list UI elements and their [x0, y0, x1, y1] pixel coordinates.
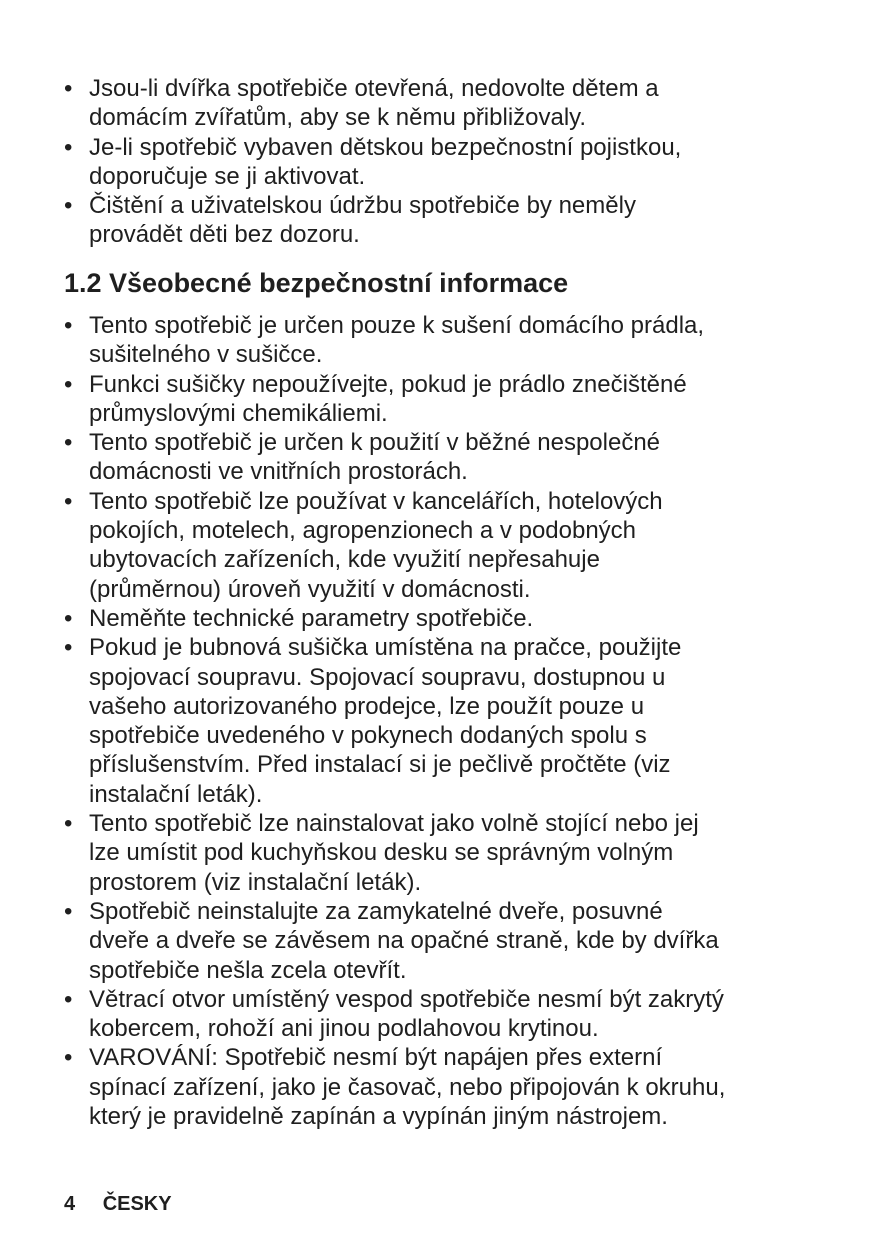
- bullet-item: [64, 633, 854, 809]
- bullet-text-line: domácím zvířatům, aby se k němu přibližovaly.: [89, 104, 587, 132]
- bullet-text-line: sušitelného v sušičce.: [89, 341, 323, 369]
- bullet-text-line: prostorem (viz instalační leták).: [89, 868, 422, 896]
- bullet-text-line: ubytovacích zařízeních, kde využití nepřesahuje: [89, 546, 600, 574]
- bullet-item: [64, 311, 854, 370]
- bullet-text-line: Větrací otvor umístěný vespod spotřebiče nesmí být zakrytý: [89, 985, 724, 1013]
- bullet-text-line: spotřebiče uvedeného v pokynech dodaných spolu s: [89, 722, 647, 750]
- bullet-dot-icon: •: [64, 370, 73, 398]
- bullet-text-line: který je pravidelně zapínán a vypínán jiným nástrojem.: [89, 1103, 668, 1131]
- bullet-dot-icon: •: [64, 75, 73, 102]
- bullet-text-line: Funkci sušičky nepoužívejte, pokud je prádlo znečištěné: [89, 370, 687, 398]
- bullet-text-line: instalační leták).: [89, 780, 263, 808]
- bullet-text-line: příslušenstvím. Před instalací si je pečlivě pročtěte (viz: [89, 751, 671, 779]
- bullet-text-line: spotřebiče nešla zcela otevřít.: [89, 956, 407, 984]
- bullet-text-line: provádět děti bez dozoru.: [89, 221, 360, 249]
- page-footer: [64, 1192, 172, 1216]
- bullet-text-line: Spotřebič neinstalujte za zamykatelné dveře, posuvné: [89, 897, 663, 925]
- bullet-text-line: Neměňte technické parametry spotřebiče.: [89, 604, 534, 632]
- bullet-item: [64, 985, 854, 1044]
- bullet-text-line: Je-li spotřebič vybaven dětskou bezpečnostní pojistkou,: [89, 133, 682, 161]
- bullet-dot-icon: •: [64, 897, 73, 925]
- bullet-item: [64, 809, 854, 897]
- bullet-text-line: vašeho autorizovaného prodejce, lze použít pouze u: [89, 692, 645, 720]
- bullet-text-line: Tento spotřebič je určen k použití v běžné nespolečné: [89, 429, 661, 457]
- bullet-item: [64, 604, 854, 633]
- bullet-text-line: Tento spotřebič lze používat v kancelářích, hotelových: [89, 487, 663, 515]
- general-safety-bullet-list: [64, 311, 854, 1131]
- bullet-text-line: domácnosti ve vnitřních prostorách.: [89, 458, 468, 486]
- intro-bullet-list: [64, 74, 854, 250]
- bullet-item: [64, 74, 854, 133]
- bullet-dot-icon: •: [64, 810, 73, 838]
- bullet-text-line: Čištění a uživatelskou údržbu spotřebiče by neměly: [89, 192, 636, 220]
- bullet-item: [64, 487, 854, 604]
- bullet-item: [64, 133, 854, 192]
- bullet-text-line: Tento spotřebič lze nainstalovat jako volně stojící nebo jej: [89, 810, 699, 838]
- bullet-text-line: spojovací soupravu. Spojovací soupravu, dostupnou u: [89, 663, 666, 691]
- bullet-text-line: Tento spotřebič je určen pouze k sušení domácího prádla,: [89, 312, 705, 339]
- bullet-dot-icon: •: [64, 133, 73, 161]
- bullet-text-line: (průměrnou) úroveň využití v domácnosti.: [89, 575, 531, 603]
- bullet-item: [64, 897, 854, 985]
- bullet-dot-icon: •: [64, 1044, 73, 1072]
- bullet-dot-icon: •: [64, 985, 73, 1013]
- bullet-text-line: kobercem, rohoží ani jinou podlahovou krytinou.: [89, 1015, 599, 1043]
- bullet-dot-icon: •: [64, 634, 73, 662]
- bullet-text-line: lze umístit pod kuchyňskou desku se správným volným: [89, 839, 674, 867]
- bullet-dot-icon: •: [64, 429, 73, 457]
- bullet-dot-icon: •: [64, 604, 73, 632]
- bullet-text-line: pokojích, motelech, agropenzionech a v podobných: [89, 517, 637, 545]
- bullet-item: [64, 1043, 854, 1131]
- bullet-dot-icon: •: [64, 192, 73, 220]
- bullet-text-line: Pokud je bubnová sušička umístěna na pračce, použijte: [89, 634, 682, 662]
- bullet-text-line: dveře a dveře se závěsem na opačné straně, kde by dvířka: [89, 927, 719, 955]
- bullet-dot-icon: •: [64, 312, 73, 339]
- bullet-dot-icon: •: [64, 487, 73, 515]
- bullet-item: [64, 191, 854, 250]
- footer-language: ČESKY: [102, 1193, 172, 1215]
- section-heading: 1.2 Všeobecné bezpečnostní informace: [64, 268, 569, 298]
- bullet-text-line: Jsou-li dvířka spotřebiče otevřená, nedovolte dětem a: [89, 75, 659, 102]
- bullet-item: [64, 428, 854, 487]
- bullet-text-line: průmyslovými chemikáliemi.: [89, 399, 388, 427]
- bullet-text-line: VAROVÁNÍ: Spotřebič nesmí být napájen přes externí: [89, 1044, 663, 1072]
- page-number: 4: [64, 1193, 76, 1215]
- bullet-item: [64, 370, 854, 429]
- bullet-text-line: spínací zařízení, jako je časovač, nebo připojován k okruhu,: [89, 1073, 726, 1101]
- bullet-text-line: doporučuje se ji aktivovat.: [89, 162, 366, 190]
